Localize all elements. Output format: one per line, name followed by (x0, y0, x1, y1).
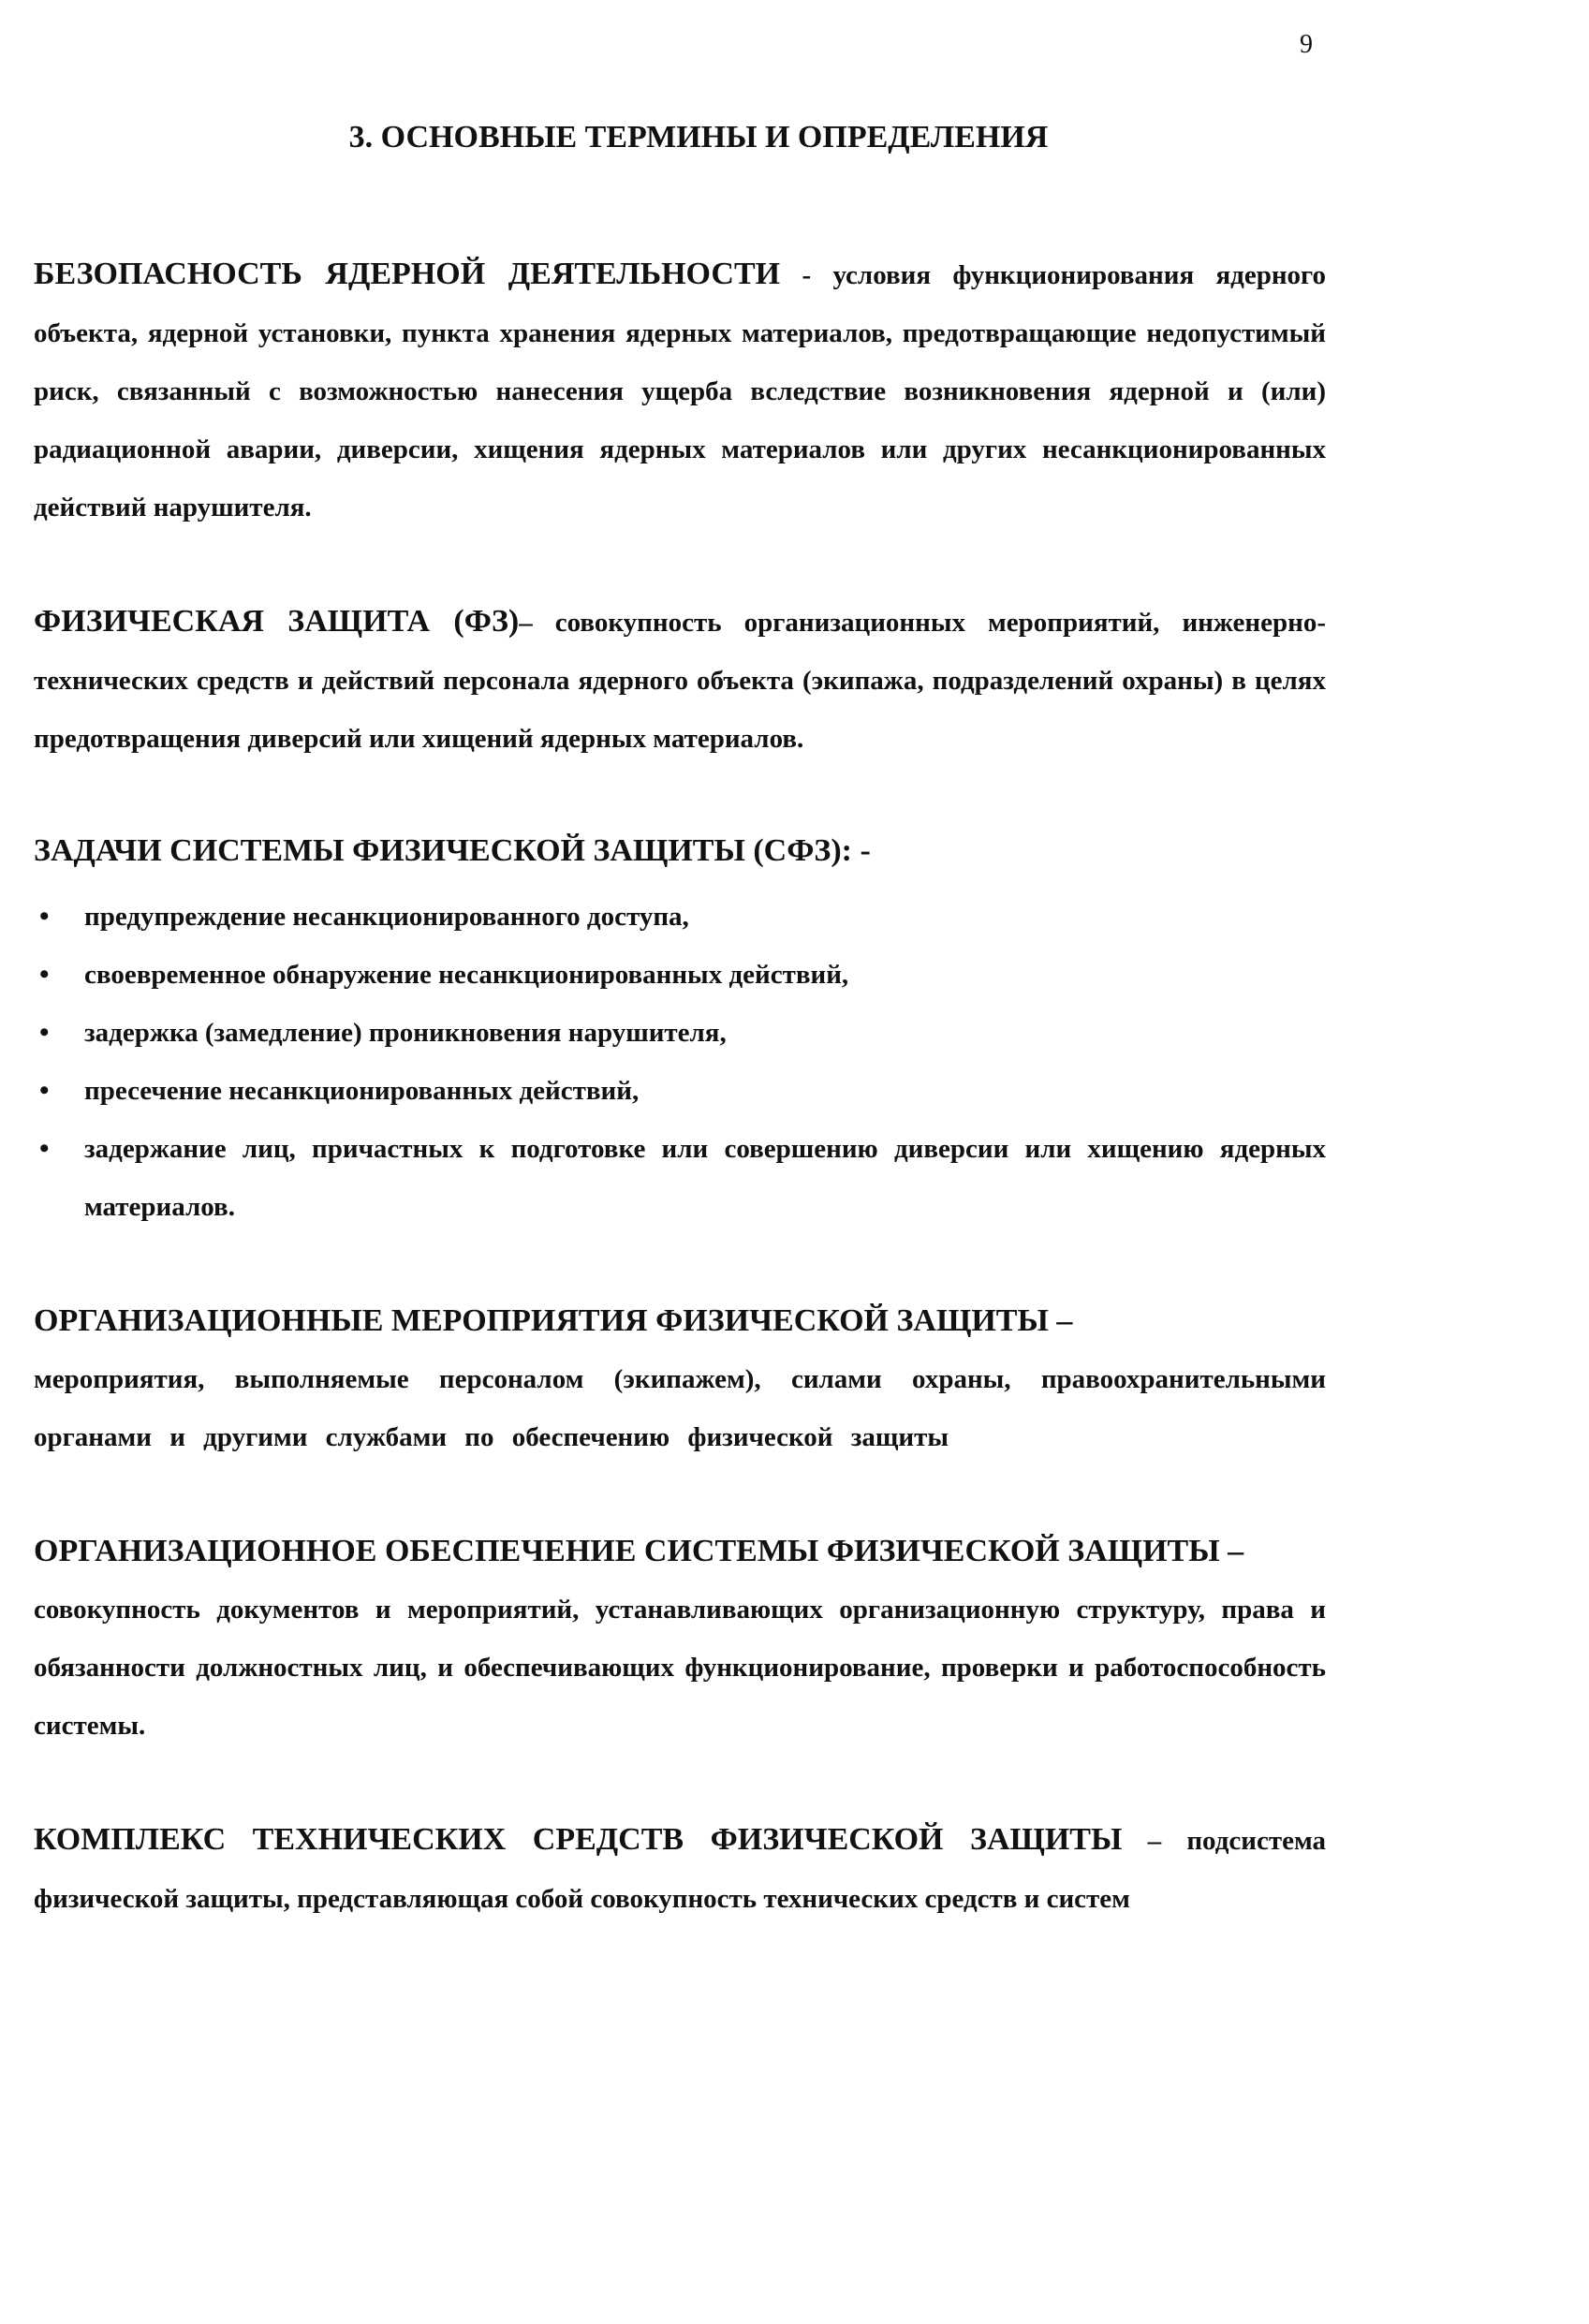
bullet-icon: • (39, 1075, 50, 1106)
bullet-icon: • (39, 1017, 50, 1048)
list-item-text: предупреждение несанкционированного доступа, (84, 902, 689, 932)
list-item-text: задержка (замедление) проникновения нарушителя, (84, 1018, 727, 1048)
list-item-text: задержание лиц, причастных к подготовке или совершению диверсии или хищению ядерных материалов. (84, 1134, 1326, 1222)
term-definition: – подсистема физической защиты, представляющая собой совокупность технических средств и систем (34, 1826, 1326, 1914)
org-measures-heading: ОРГАНИЗАЦИОННЫЕ МЕРОПРИЯТИЯ ФИЗИЧЕСКОЙ ЗАЩИТЫ – (34, 1303, 1073, 1338)
term-tech-complex (34, 1811, 1326, 1928)
term-name: КОМПЛЕКС ТЕХНИЧЕСКИХ СРЕДСТВ ФИЗИЧЕСКОЙ ЗАЩИТЫ (34, 1822, 1123, 1857)
term-definition: – совокупность организационных мероприятий, инженерно-технических средств и действий персонала ядерного объекта (экипажа, подразделений охраны) в целях предотвращения диверсий или хищений ядерных материалов. (34, 608, 1326, 754)
bullet-icon: • (39, 901, 50, 932)
term-name: ФИЗИЧЕСКАЯ ЗАЩИТА (ФЗ) (34, 604, 520, 639)
tasks-title: ЗАДАЧИ СИСТЕМЫ ФИЗИЧЕСКОЙ ЗАЩИТЫ (СФЗ): - (34, 833, 871, 868)
page-number: 9 (1300, 30, 1313, 59)
org-support-heading: ОРГАНИЗАЦИОННОЕ ОБЕСПЕЧЕНИЕ СИСТЕМЫ ФИЗИЧЕСКОЙ ЗАЩИТЫ – (34, 1534, 1244, 1568)
list-item (34, 888, 1326, 946)
term-nuclear-safety (34, 245, 1326, 537)
document-body (34, 120, 1326, 1984)
list-item (34, 1120, 1326, 1236)
term-definition: - условия функционирования ядерного объекта, ядерной установки, пункта хранения ядерных материалов, предотвращающие недопустимый риск, связанный с возможностью нанесения ущерба вследствие возникновения ядерной и (или) радиационной аварии, диверсии, хищения ядерных материалов или других несанкционированных действий нарушителя. (34, 260, 1326, 522)
list-item (34, 1004, 1326, 1062)
list-item-text: пресечение несанкционированных действий, (84, 1076, 640, 1106)
list-item (34, 946, 1326, 1004)
term-physical-protection (34, 593, 1326, 768)
bullet-icon: • (39, 959, 50, 990)
section-title: 3. ОСНОВНЫЕ ТЕРМИНЫ И ОПРЕДЕЛЕНИЯ (348, 120, 1049, 154)
org-measures-definition: мероприятия, выполняемые персоналом (экипажем), силами охраны, правоохранительными органами и другими службами по обеспечению физической защиты (34, 1364, 1326, 1452)
list-item-text: своевременное обнаружение несанкционированных действий, (84, 960, 849, 990)
org-support-definition: совокупность документов и мероприятий, устанавливающих организационную структуру, права и обязанности должностных лиц, и обеспечивающих функционирование, проверки и работоспособность системы. (34, 1595, 1326, 1741)
term-name: БЕЗОПАСНОСТЬ ЯДЕРНОЙ ДЕЯТЕЛЬНОСТИ (34, 257, 781, 291)
list-item (34, 1062, 1326, 1120)
bullet-icon: • (39, 1133, 50, 1164)
tasks-list (34, 888, 1326, 1236)
